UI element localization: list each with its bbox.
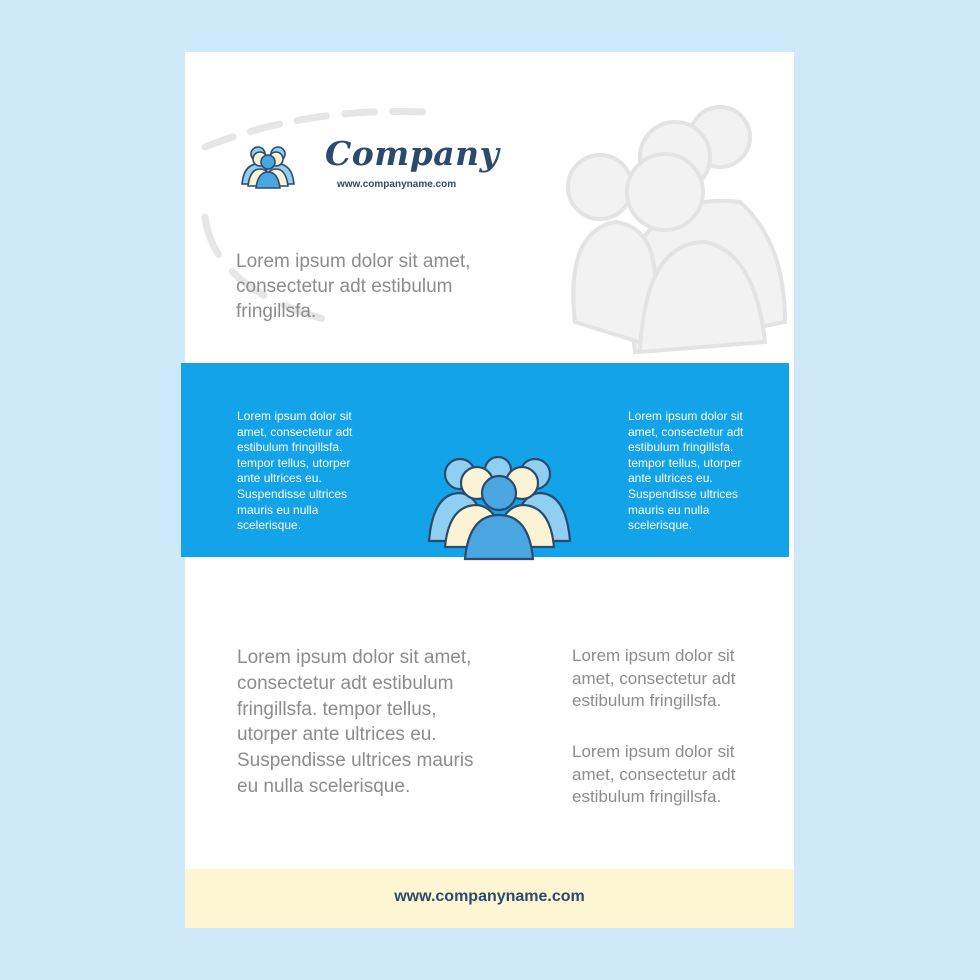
group-people-watermark-icon xyxy=(185,52,794,372)
body-left-column: Lorem ipsum dolor sit amet, consectetur adt estibulum fringillsfa. tempor tellus, utorper ante ultrices eu. Suspendisse ultrices mauris eu nulla scelerisque. xyxy=(237,647,474,797)
brand-url: www.companyname.com xyxy=(337,179,457,190)
body-right-paragraph-1: Lorem ipsum dolor sit amet, consectetur adt estibulum fringillsfa. xyxy=(572,646,736,710)
body-right-paragraph-2: Lorem ipsum dolor sit amet, consectetur adt estibulum fringillsfa. xyxy=(572,742,736,806)
brand-name: Company xyxy=(325,134,500,173)
group-people-icon xyxy=(236,142,300,190)
band-left-text: Lorem ipsum dolor sit amet, consectetur adt estibulum fringillsfa. tempor tellus, utorper ante ultrices eu. Suspendisse ultrices mauris eu nulla scelerisque. xyxy=(237,409,353,533)
band-right-text: Lorem ipsum dolor sit amet, consectetur adt estibulum fringillsfa. tempor tellus, utorper ante ultrices eu. Suspendisse ultrices mauris eu nulla scelerisque. xyxy=(628,409,744,533)
footer xyxy=(185,869,794,928)
intro-text: Lorem ipsum dolor sit amet, consectetur adt estibulum fringillsfa. xyxy=(236,251,471,322)
group-people-icon xyxy=(427,453,572,563)
footer-url: www.companyname.com xyxy=(394,888,585,905)
